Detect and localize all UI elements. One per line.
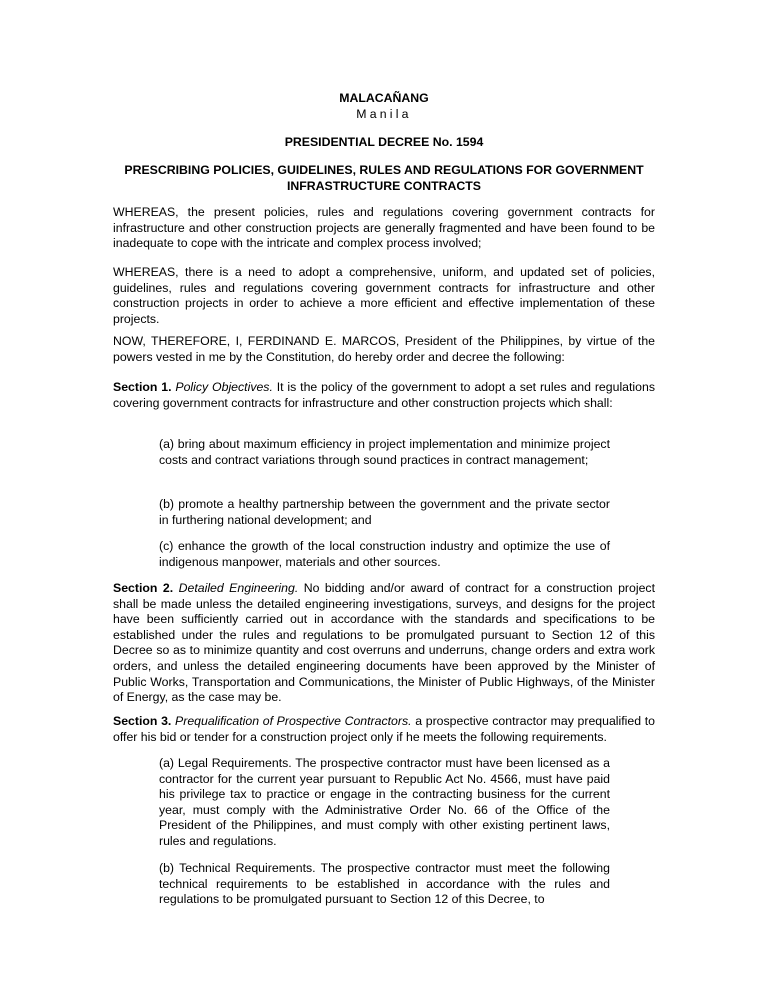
- section-3-item-b: (b) Technical Requirements. The prospective contractor must meet the following technical requirements to be established in accordance with the rules and regulations to be promulgated pursuant to Section 12 of this Decree, to: [159, 861, 610, 907]
- section-1-item-b: (b) promote a healthy partnership between the government and the private sector in furthering national development; and: [159, 497, 610, 527]
- decree-number: PRESIDENTIAL DECREE No. 1594: [284, 135, 484, 149]
- section-1-paragraph: [113, 380, 655, 411]
- header-place: MALACAÑANG: [339, 91, 429, 105]
- section-3-item-a: (a) Legal Requirements. The prospective contractor must have been licensed as a contractor for the current year pursuant to Republic Act No. 4566, must have paid his privilege tax to practice or engage in the contracting business for the current year, must comply with the Administrative Order No. 66 of the Office of the President of the Philippines, and must comply with other existing pertinent laws, rules and regulations.: [159, 756, 610, 848]
- section-3-heading: Prequalification of Prospective Contractors.: [175, 714, 412, 728]
- section-3-text: a prospective contractor may prequalified to offer his bid or tender for a construction project only if he meets the following requirements.: [113, 714, 656, 744]
- section-1-text: It is the policy of the government to adopt a set rules and regulations covering government contracts for infrastructure and other construction projects which shall:: [113, 380, 655, 410]
- section-3-paragraph: [113, 714, 655, 745]
- section-2-text: No bidding and/or award of contract for a construction project shall be made unless the detailed engineering investigations, surveys, and designs for the project have been sufficiently carried out in accordance with the standards and specifications to be established under the rules and regulations to be promulgated pursuant to Section 12 of this Decree so as to minimize quantity and cost overruns and underruns, change orders and extra work orders, and unless the detailed engineering documents have been approved by the Minister of Public Works, Transportation and Communications, the Minister of Public Highways, of the Minister of Energy, as the case may be.: [113, 581, 655, 705]
- section-1-heading: Policy Objectives.: [175, 380, 273, 394]
- section-1-label: Section 1.: [113, 380, 172, 394]
- section-1-item-c: (c) enhance the growth of the local construction industry and optimize the use of indigenous manpower, materials and other sources.: [159, 539, 610, 569]
- whereas-paragraph-1: WHEREAS, the present policies, rules and regulations covering government contracts for infrastructure and other construction projects are generally fragmented and have been found to be inadequate to cope with the intricate and complex process involved;: [113, 205, 655, 251]
- section-2-label: Section 2.: [113, 581, 174, 595]
- decree-title: PRESCRIBING POLICIES, GUIDELINES, RULES AND REGULATIONS FOR GOVERNMENT INFRASTRUCTURE CONTRACTS: [124, 163, 644, 193]
- whereas-paragraph-2: WHEREAS, there is a need to adopt a comprehensive, uniform, and updated set of policies, guidelines, rules and regulations covering government contracts for infrastructure and other construction projects in order to achieve a more efficient and effective implementation of these projects.: [113, 265, 655, 326]
- section-2-paragraph: [113, 581, 655, 706]
- section-1-item-a: (a) bring about maximum efficiency in project implementation and minimize project costs and contract variations through sound practices in contract management;: [159, 437, 610, 467]
- now-therefore-paragraph: NOW, THEREFORE, I, FERDINAND E. MARCOS, President of the Philippines, by virtue of the powers vested in me by the Constitution, do hereby order and decree the following:: [113, 334, 655, 364]
- section-2-heading: Detailed Engineering.: [178, 581, 299, 595]
- header-city: Manila: [356, 107, 412, 121]
- section-3-label: Section 3.: [113, 714, 172, 728]
